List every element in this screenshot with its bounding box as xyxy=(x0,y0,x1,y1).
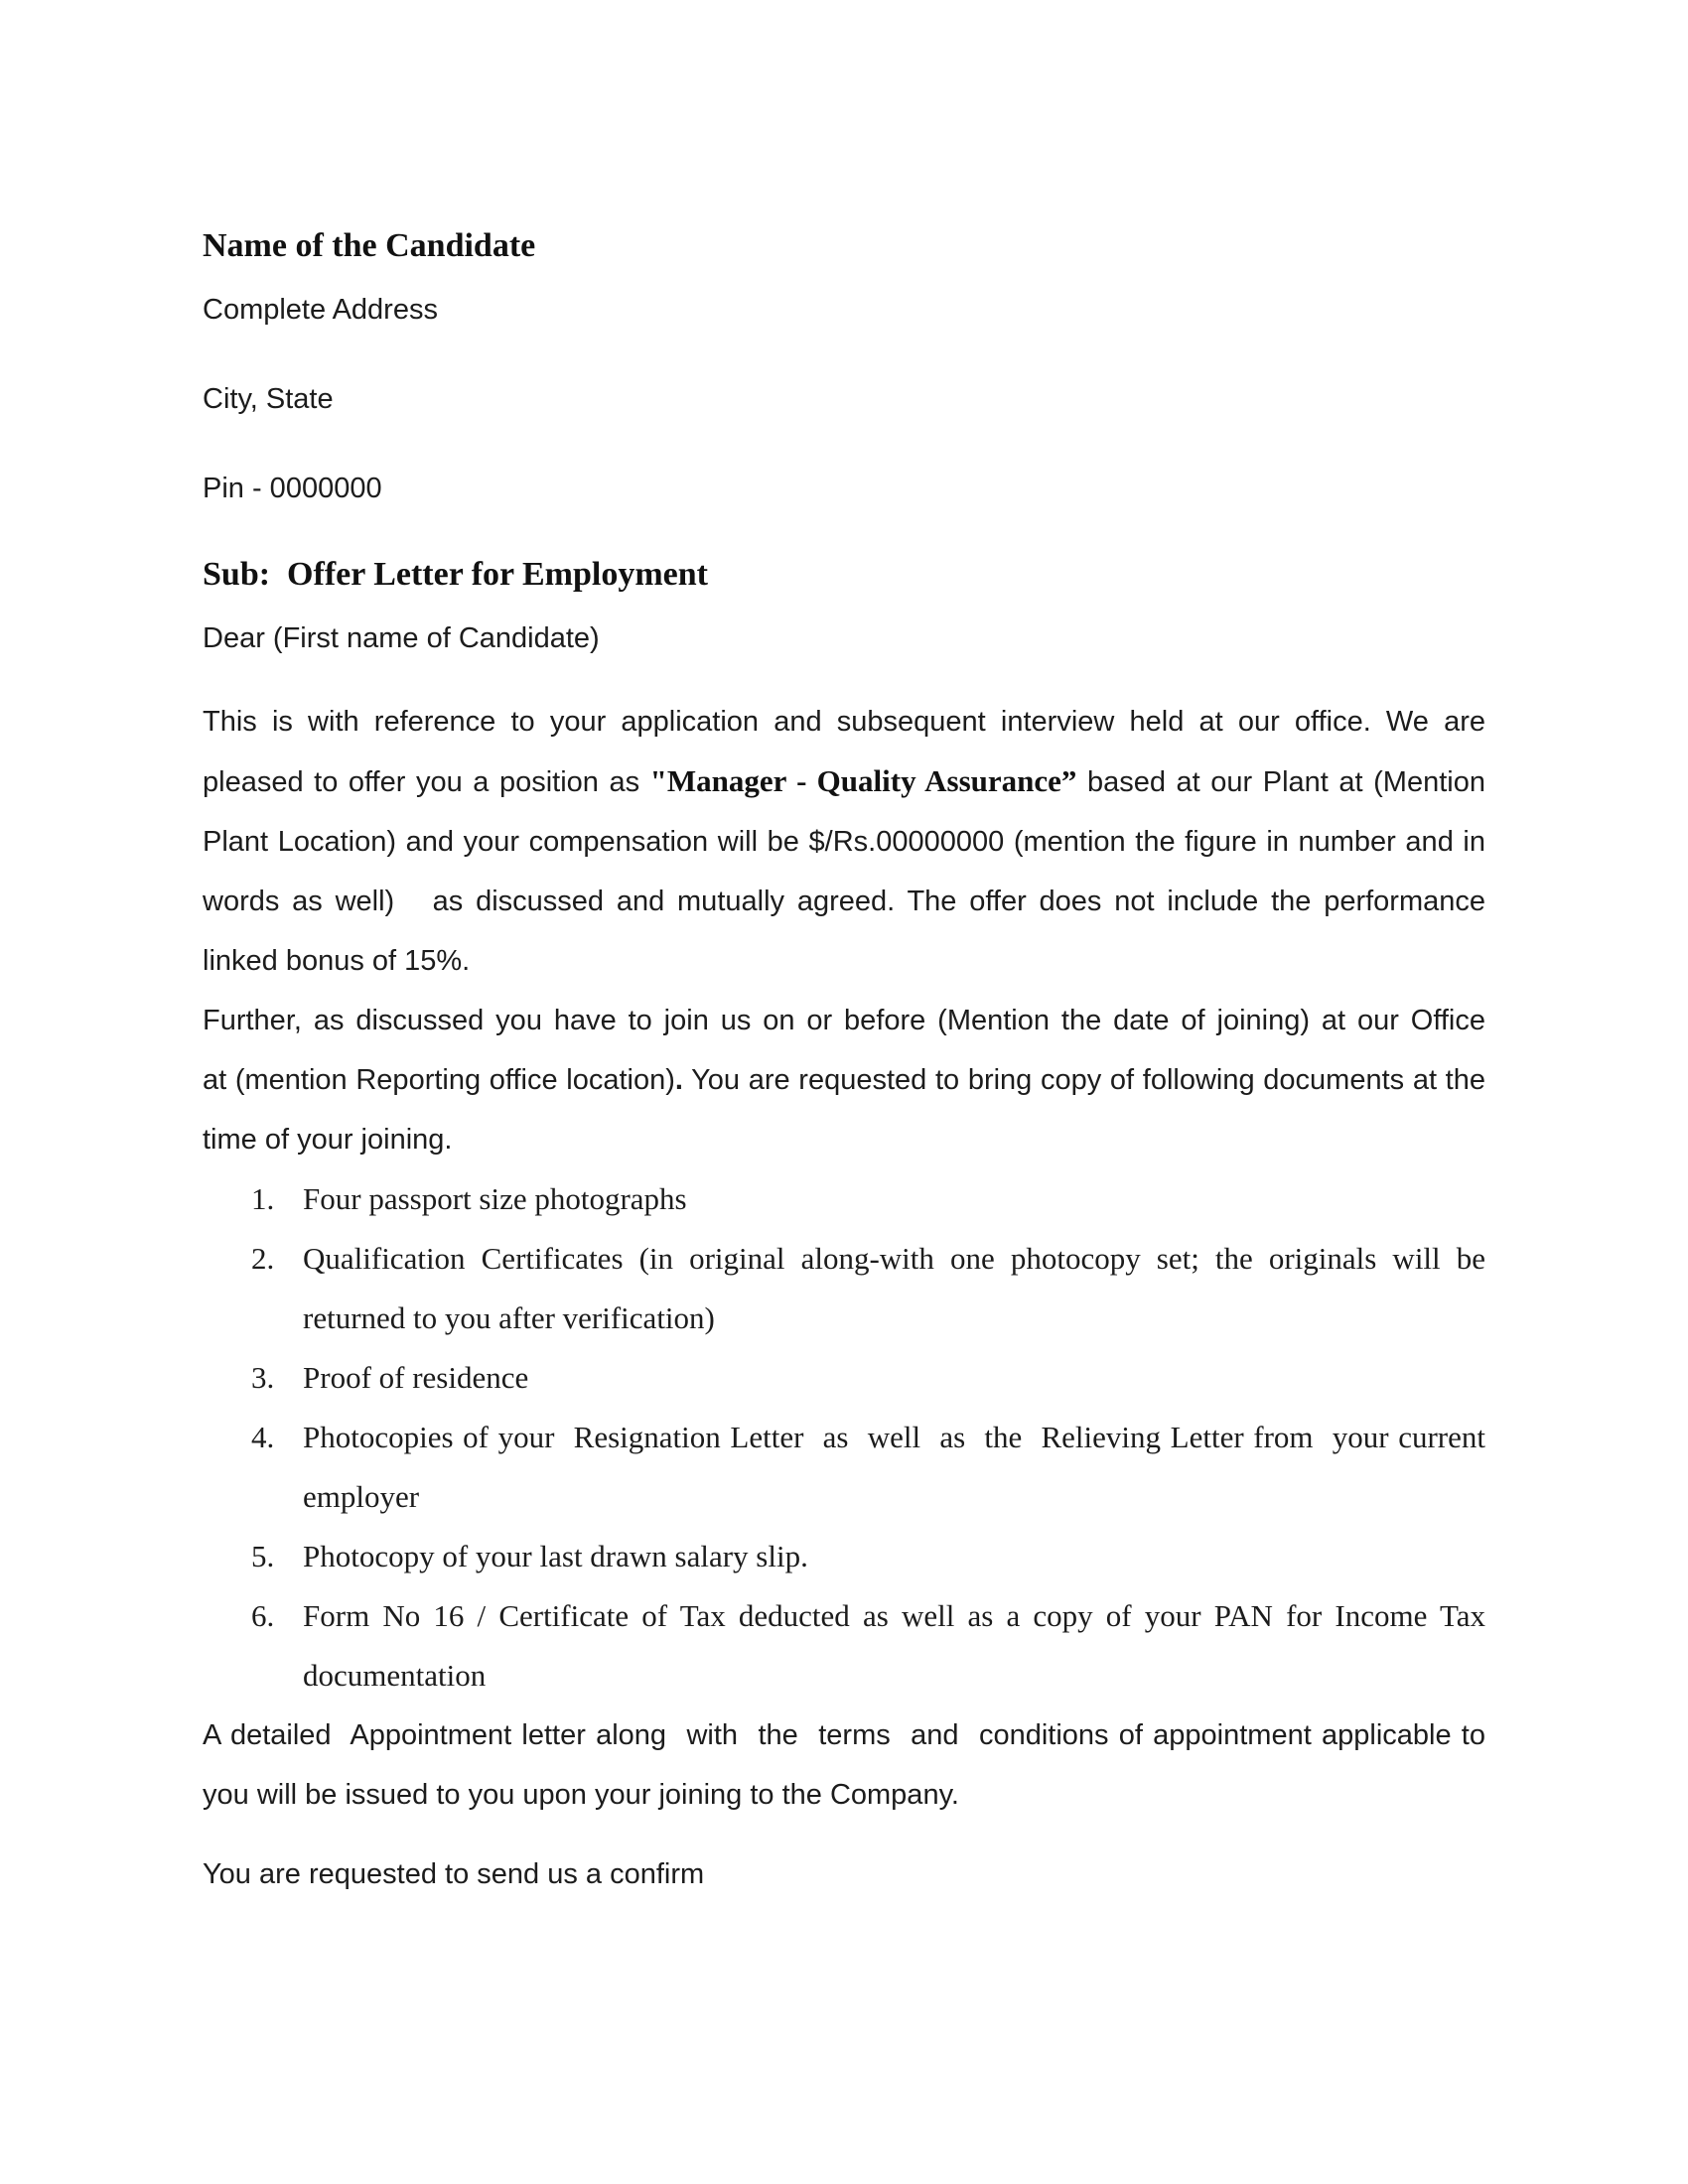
list-item-number: 1. xyxy=(251,1181,275,1216)
list-item xyxy=(203,1169,1485,1229)
list-item xyxy=(203,1586,1485,1706)
recipient-pin: Pin - 0000000 xyxy=(203,473,382,504)
joining-paragraph xyxy=(203,991,1485,1169)
list-item xyxy=(203,1527,1485,1586)
list-item xyxy=(203,1348,1485,1408)
list-item-text: Proof of residence xyxy=(303,1360,529,1395)
offer-paragraph-text-pre: This is with reference to your application and subsequent interview held at our office. We are pleased to offer you a position as xyxy=(203,706,1485,798)
recipient-address: Complete Address xyxy=(203,294,438,326)
list-item-text: Form No 16 / Certificate of Tax deducted as well as a copy of your PAN for Income Tax documentation xyxy=(303,1598,1485,1693)
joining-paragraph-bold-period: . xyxy=(674,1064,683,1096)
list-item-number: 4. xyxy=(251,1420,275,1454)
documents-list xyxy=(203,1169,1485,1706)
closing-paragraph: A detailed Appointment letter along with the terms and conditions of appointment applicable to you will be issued to you upon your joining to the Company. xyxy=(203,1719,1485,1811)
list-item-text: Photocopy of your last drawn salary slip. xyxy=(303,1539,808,1573)
joining-paragraph-text-post: You are requested to bring copy of following documents at the time of your joining. xyxy=(203,1064,1485,1156)
list-item-number: 5. xyxy=(251,1539,275,1573)
list-item-text: Photocopies of your Resignation Letter as well as the Relieving Letter from your current employer xyxy=(303,1420,1485,1514)
list-item-text: Four passport size photographs xyxy=(303,1181,687,1216)
confirmation-line: You are requested to send us a confirm xyxy=(203,1858,705,1890)
joining-paragraph-text-pre: Further, as discussed you have to join us on or before (Mention the date of joining) at our Office at (mention Reporting office location) xyxy=(203,1005,1485,1096)
subject-line: Sub: Offer Letter for Employment xyxy=(203,556,708,593)
list-item-number: 6. xyxy=(251,1598,275,1633)
offer-paragraph-text-post: based at our Plant at (Mention Plant Location) and your compensation will be $/Rs.00000000 (mention the figure in number and in words as well) as discussed and mutually agreed. The offer does not include the performance linked bonus of 15%. xyxy=(203,766,1485,977)
offer-paragraph xyxy=(203,692,1485,991)
recipient-city-state: City, State xyxy=(203,383,334,415)
recipient-name: Name of the Candidate xyxy=(203,227,536,264)
list-item-text: Qualification Certificates (in original along-with one photocopy set; the originals will be returned to you after verification) xyxy=(303,1241,1485,1335)
list-item xyxy=(203,1229,1485,1348)
salutation: Dear (First name of Candidate) xyxy=(203,622,600,654)
list-item-number: 3. xyxy=(251,1360,275,1395)
position-title: "Manager - Quality Assurance” xyxy=(649,763,1077,798)
list-item-number: 2. xyxy=(251,1241,275,1276)
list-item xyxy=(203,1408,1485,1527)
